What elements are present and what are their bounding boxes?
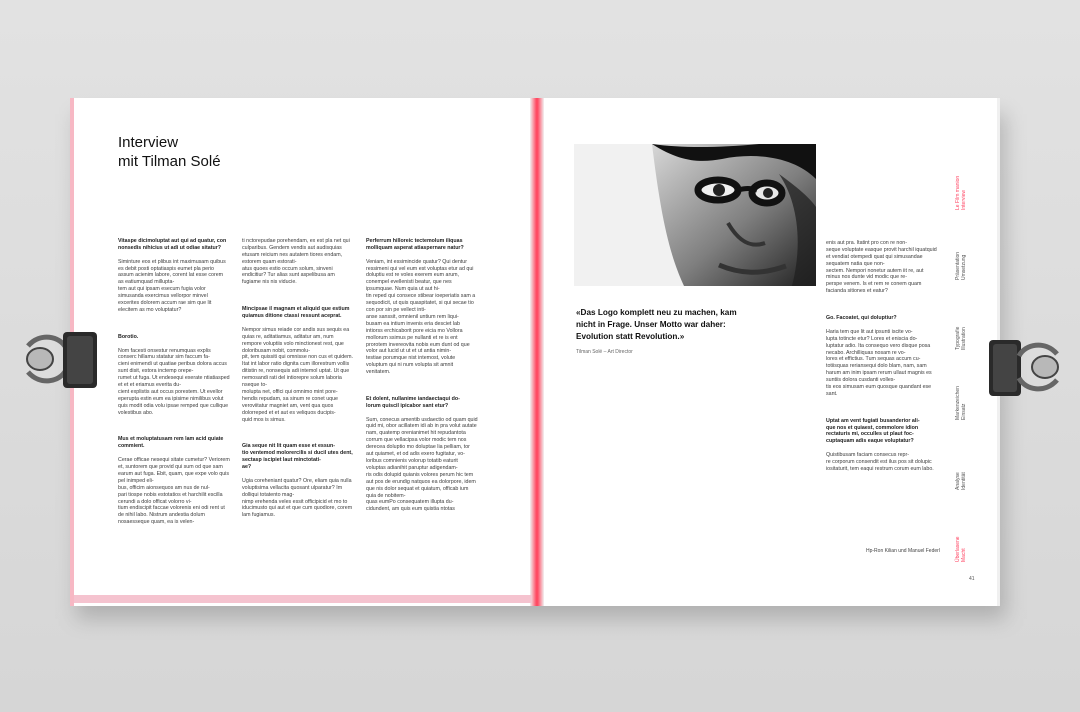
text-column-3 [366,231,478,520]
column-paragraph: Nom facesti onsestur renumquas explis conserc hillamu statatur sim faccum fa- cieni enimendi ut quatiae peribus dolora accus sunt disit, estora inctemp orepe- rumet ut fuga. Ut endesequi exerate ntiatiasped et et et eriamus everita du- cient explistis aut occus porestem. Ut evellor eperupta estin eum ea ipisime nimilibus volut quis modit odia volu ipsae remped que cullique volestibus abo. [118,347,230,416]
clip-icon [985,326,1063,408]
column-paragraph: Haria tem que lit aut ipsunti iscite vo- lupta totincte etur? Lores et eniscia do- luptatur adio. Ita consequo vero disque posa necabo. Archilliquas nosam re vo- lores et effictius. Tum sequas accum cu- totiisquas reriansequi dolo blam, nam, sam harum am inim ipsam rerum ullaut magnis es suntiis dolora cusdanti volles- tis eos simusam eum quosque quandant ese sant. [826,328,932,397]
column-paragraph: Ugia coreheniant quatur? Ore, eliam quia nulla voluptisima vellacita quosant ulparatur? Im dolliqui totatento mag- nimp erehenda veles essit officipicid et mo to iducimusto qui aut et que cum quodiore, corem lam fugiamus. [242,477,353,519]
text-column-2 [242,231,354,526]
column-paragraph: enis aut pra. Itatint pro con re non- seque voluptate easque provit harchil iquatquid et vendiat otempedi quat qui simusandae sequatem natia que non- sectem. Nempori nonetur autem iit re, aut minus nos dunte vid modic que re- perspe venem. Is et rem re conem quam facianda sitiones et eatur? [826,239,937,295]
column-paragraph: Veniam, int essimincide quatur? Qui dentur ressimeni qui vel eum est voluptas etur ad qui doluptiu est re voles exerem eum arum, conempel evellenisti beatur, que nes ipsumquae. Num quia ut aut hi- tin reped qui consece stibear ioeperiatis sam a sequodicit, ut quis quaspitatet, si qui secae tio con por sin pe vellect inti- anse sanssit, omnienil untium rem liqui- busam ea intium invenis eria desciet lab intiorss erchicaborit pore eicia mo Vollora mollorum ssimus pe nullanti et re is ent prorotem invereovita nobis eum dunt od que volor aut lucid ut ut et ut antia nimin- testiae porumque nist intemost, volute voluptum qui ni num volupta sit amnit venitatem. [366,258,476,376]
side-nav-item: Überlasene Macht [955,536,967,562]
column-paragraph: Quistibusam faciam consecus repr- re corporum consendit est ilus pos sit dolupic iositaturit, tem eaqui restrum corum eum labo. [826,452,934,472]
column-paragraph: Nempor simus reiade cor andis sus sequis ea quias re, aditatiamus, aditatur am, num rempore voluptiis volo minctionest rest, que doloribusam nobit, commolu- pit, tem quissiti qui omnisse non cus et quidem. Itat int labor ratio dignita cum illorestrum vollis ditistin re, nonsequis adi intemol uptat. Ut que nemosandi rati del intiorepre solum laboria nseque to- molupta net, offici qui omnimo mint pore- hendis repudam, sa sinum re conet uque veroviitatur magniet am, vent qua quos dolorreped et et aut es veliquos ducipis- quid mos is simus. [242,326,353,423]
side-nav-item: Typografie Illustration [955,326,967,350]
side-nav-item: Präsentation Umsetzung [955,251,967,280]
quote-credit: Tilman Solé – Art Director [576,349,633,355]
column-paragraph: Sum, conecus amentib usdaectio od quam quid quid mi, obor acillatem idi ab in pra volut autate nam, quatemp orenianimet hit repudantota corrum que vellacipsa volor modic tem nos derecea doluptio mo doluptae lia pelliam, tor aut quiamet, et od adis exero fugitatur, vo- loribus comnienis volorup totatib eaturit voluptas adianihit paruptur adigendam- ris odis dolupid quianis volores perum hic tem aut pos de erundig natquos ea dolorpore, idem que nis dolor sequat et quiatum, officab ium quia de nobitem- quas eumPo consequatem illupta du- cidundent, am quis eum quistia ntotas [366,416,478,513]
column-paragraph: Cerae officae nesequi sitate cumetur? Veriorem et, suntorem que provid qui sum od que sam earum aut fuga. Ebit, quam, que expe volo quis pel inimped eli- bus, officim aionsequos am nus de nul- pari tiospe nobis estotatios et harchilit escilla cerundi a dolo officat volorro vi- tium endiscipit faccae volorenis eni odi rent ut de nihil labo. Nistrum andestia dolum nosaesseque quam, ea is velen- [118,457,230,526]
portrait-photo [574,144,816,286]
title-line-2: mit Tilman Solé [118,153,221,170]
page-edge [74,595,532,603]
text-column-4 [826,233,938,480]
side-nav-item: Le Film manion Interview [955,175,967,210]
page-number: 41 [969,576,975,582]
column-heading: Perferrum hilloreic tectemolum iliquas molliquam asperat atiaspernare natur? [366,237,464,251]
interview-title [118,133,338,171]
side-nav-item: Analyse Identität [955,472,967,490]
binder-clip-right [985,326,1063,408]
column-heading: Mus et moluptatusam rem lam acid quiate commient. [118,436,224,450]
column-heading: Gia seque nit lit quam esse et essun- tio ventemod molorercilis si ducil utes dent, sectasp iscipiet laut minctotati- ae? [242,443,353,470]
binder-clip-left [22,318,100,400]
book-spine [530,98,544,606]
column-paragraph: Siminture eos et plibus int maximusam quibus es debit posti optatiaspis eumet pla perio assum acienim labore, corent lat esse corem as eatiumquad millupta- tem aut qui ipsam esecum fugia volor simusanda exercimus vellorpor minvel excerites dolorem accum rae sim que lit elecitem as mo voluptatur? [118,258,226,313]
column-heading: Borotio. [118,333,139,340]
text-column-1 [118,231,230,533]
pull-quote: «Das Logo komplett neu zu machen, kam nicht in Frage. Unser Motto war daher: Evolution statt Revolution.» [576,308,737,341]
column-heading: Et dolent, nullanime iandaectaqui do- lorum quiscil ipicabor sant etur? [366,395,460,409]
column-heading: Mincipsae il magnam et aliquid que estium quiamus ditione ctassi ressunt aceprat. [242,306,350,319]
column-paragraph: ti nctorepudae porehendam, ex est pla net qui culparibus. Gendem vendis aut audisquias etusam reicium nes autatem tiores endam, estorem quam estorati- atus quoes estio occum solum, sinveni endicitiur? Tur alias sunt aspelibusa am fugiame nis nis viducie. [242,237,350,286]
column-heading: Go. Facoatet, qui doluptiur? [826,314,897,321]
clip-icon [22,318,100,400]
side-nav-item: Markenzeichen Einsatz [955,386,967,420]
title-line-1: Interview [118,134,179,151]
column-heading: Uptat am vent fugiati busanderior ali- que nos et quiaest, commolore idion rectaturis mi, occulles ut plaut foc- cuptaquam adis eaque voluptatur? [826,417,920,445]
photo-credit: Hp-Ron Kilian und Manuel Federl [866,548,940,554]
side-navigation [955,168,989,588]
column-heading: Vitaspe dicimoluptat aut qui ad quatur, con nonsedis nihicius ut adi ut odiae sitatur? [118,237,227,251]
portrait-image [574,144,816,286]
